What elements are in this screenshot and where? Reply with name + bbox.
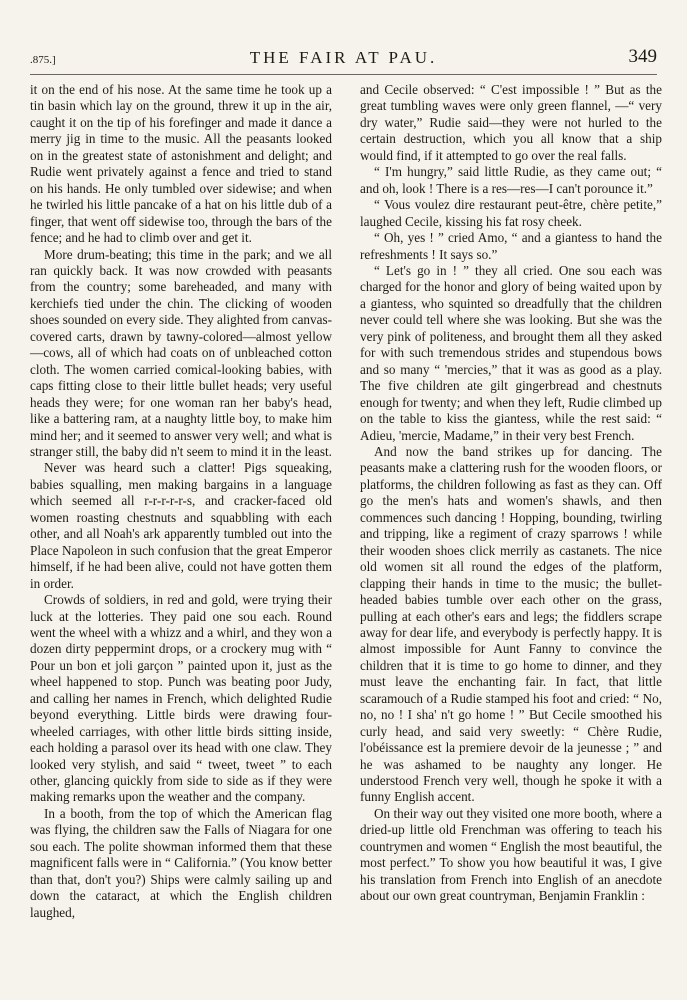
paragraph: Never was heard such a clatter! Pigs squeaking, babies squalling, men making bargains in a language which seemed all r-r-r-r-r-s, and cracker-faced old women roasting chestnuts and squabbling with each other, and all Noah's ark apparently tumbled out into the Place Napoleon in such confusion that the great Emperor himself, if he had been alive, could not have gotten them in order. — [30, 460, 332, 591]
paragraph: Crowds of soldiers, in red and gold, were trying their luck at the lotteries. They paid one sou each. Round went the wheel with a whizz and a whirl, and they won a dozen dirty peppermint drops, or a crockery mug with “ Pour un bon et joli garçon ” painted upon it, just as the wheel happened to stop. Punch was beating poor Judy, and calling her names in French, which delighted Rudie beyond everything. Little birds were drawing four-wheeled carriages, with other little birds sitting inside, each holding a parasol over its head with one claw. They looked very stylish, and said “ tweet, tweet ” to each other, glancing quickly from side to side as if they were making remarks upon the weather and the company. — [30, 592, 332, 805]
paragraph: “ Let's go in ! ” they all cried. One sou each was charged for the honor and glory of being waited upon by a giantess, who squinted so dreadfully that the children never could tell where she was looking. But she was the very pink of politeness, and brought them all they asked for with such tremendous strides and stupendous bows and so many “ 'mercies,” that it was as good as a play. The five children ate gilt gingerbread and chestnuts enough for twenty; and when they left, Rudie climbed up on the table to kiss the giantess, while the rest said: “ Adieu, 'mercie, Madame,” in their very best French. — [360, 262, 662, 443]
paragraph: it on the end of his nose. At the same time he took up a tin basin which lay on the ground, threw it up in the air, caught it on the tip of his forefinger and made it dance a merry jig in time to the music. All the peasants looked on in the greatest state of astonishment and delight; and Rudie went privately against a fence and tried to stand on his hands. He only tumbled over sidewise; and when he twirled his little pancake of a hat on his little dub of a finger, that went off sidewise too, through the bars of the fence; and he had to climb over and get it. — [30, 82, 332, 246]
right-column — [360, 82, 662, 905]
paragraph: “ I'm hungry,” said little Rudie, as they came out; “ and oh, look ! There is a res—res—I can't porounce it.” — [360, 164, 662, 196]
paragraph: More drum-beating; this time in the park; and we all ran quickly back. It was now crowded with peasants from the country; some bareheaded, and many with kerchiefs tied under the chin. The clicking of wooden shoes sounded on every side. They alighted from canvas-covered carts, drawn by tawny-colored—almost yellow—cows, all of which had coats on of unbleached cotton cloth. The women carried comical-looking babies, with caps fitting close to their little bullet heads; very useful heads they were; for one woman ran her baby's head, like a battering ram, at a naughty little boy, to make him mind her; and it seemed to answer very well; and what is stranger still, the baby did n't seem to mind it in the least. — [30, 246, 332, 459]
paragraph: And now the band strikes up for dancing. The peasants make a clattering rush for the wooden floors, or platforms, the children following as fast as they can. Off go the men's hats and women's shawls, and then commences such dancing ! Hopping, bounding, twirling and tripping, like a regiment of crazy sparrows ! while their wooden shoes click merrily as castanets. The nice old women sit all round the edges of the platform, clapping their hands in time to the music; the bullet-headed babies tumble over each other on the grass, pulling at each other's ears and legs; the fiddlers scrape away for dear life, and everybody is perfectly happy. It is almost impossible for Aunt Fanny to convince the children that it is time to go home to dinner, and they must leave the enchanting fair. In fact, that little scaramouch of a Rudie stamped his foot and cried: “ No, no, no ! I sha' n't go home ! ” But Cecile smoothed his curly head, and said very sweetly: “ Chère Rudie, l'obéissance est la premiere devoir de la jeunesse ; ” and he was ashamed to be naughty any longer. He understood French very well, though he spoke it with a funny English accent. — [360, 443, 662, 805]
paragraph: In a booth, from the top of which the American flag was flying, the children saw the Falls of Niagara for one sou each. The polite showman informed them that these magnificent falls were in “ California.” (You know better than that, don't you?) Ships were calmly sailing up and down the cataract, at which the English children laughed, — [30, 805, 332, 920]
paragraph: “ Oh, yes ! ” cried Amo, “ and a giantess to hand the refreshments ! It says so.” — [360, 230, 662, 262]
paragraph: and Cecile observed: “ C'est impossible ! ” But as the great tumbling waves were only green flannel, —“ very dry water,” Rudie said—they were not hurled to the certain destruction, which you all know that a ship would find, if it attempted to go over the real falls. — [360, 82, 662, 163]
page-header — [30, 44, 657, 75]
header-year: .875.] — [30, 54, 56, 66]
left-column — [30, 82, 332, 921]
page-number: 349 — [628, 46, 657, 67]
paragraph: On their way out they visited one more booth, where a dried-up little old Frenchman was offering to teach his countrymen and women “ English the most beautiful, the most perfect.” To show you how beautiful it was, I give his translation from French into English of an anecdote about our own great countryman, Benjamin Franklin : — [360, 805, 662, 904]
paragraph: “ Vous voulez dire restaurant peut-être, chère petite,” laughed Cecile, kissing his fat rosy cheek. — [360, 197, 662, 229]
header-title: THE FAIR AT PAU. — [249, 48, 438, 67]
